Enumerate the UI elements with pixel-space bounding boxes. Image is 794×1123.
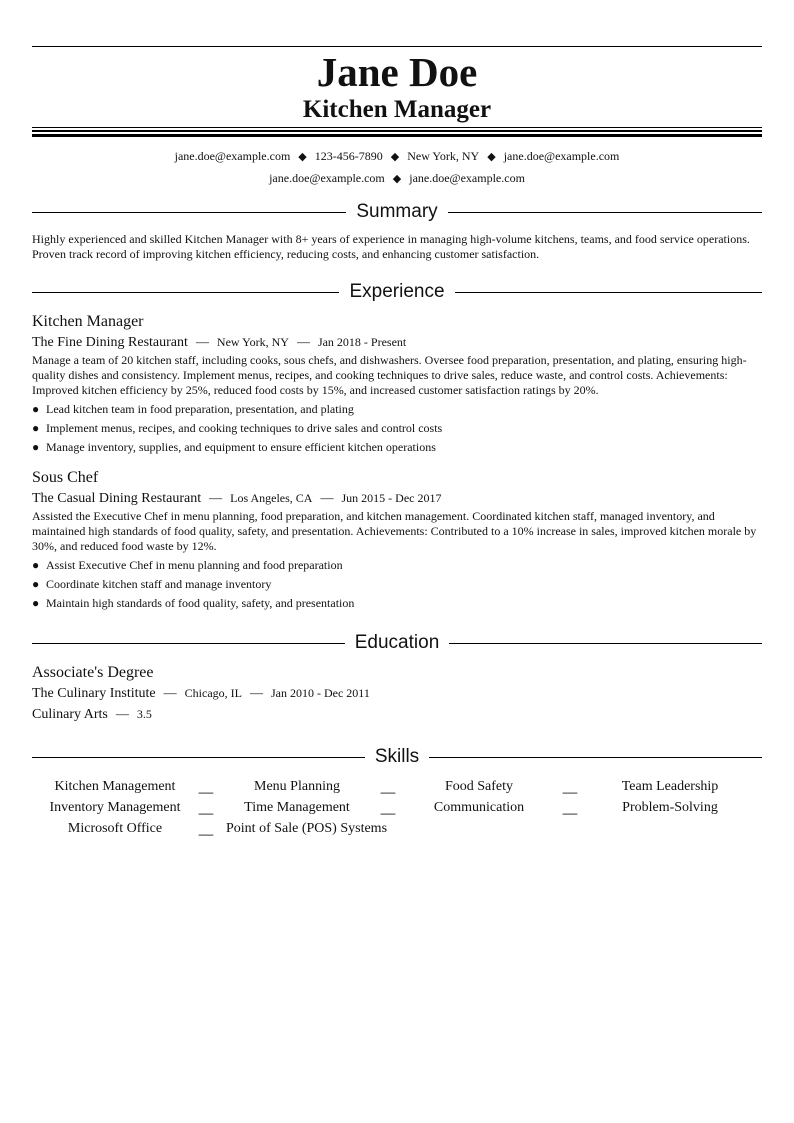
dash-separator: __ xyxy=(198,821,214,836)
job-title: Kitchen Manager xyxy=(32,313,144,330)
dash-separator: — xyxy=(209,490,223,505)
skill-item: Inventory Management xyxy=(49,800,181,815)
dash-separator: __ xyxy=(198,779,214,794)
job-entry xyxy=(32,312,762,457)
dash-separator: — xyxy=(296,334,310,349)
skill-item: Team Leadership xyxy=(621,779,719,794)
contact-row-2 xyxy=(32,168,762,190)
diamond-separator-icon: ◆ xyxy=(392,173,402,185)
field-line xyxy=(32,704,762,725)
summary-heading xyxy=(32,200,762,224)
bullet-icon: ● xyxy=(32,577,40,591)
contact-email[interactable]: jane.doe@example.com xyxy=(409,171,525,185)
education-entry xyxy=(32,663,762,725)
job-entry xyxy=(32,468,762,613)
skills-heading xyxy=(32,745,762,769)
dash-separator: — xyxy=(195,334,209,349)
job-description: Assisted the Executive Chef in menu planning, food preparation, and kitchen management. Coordinated kitchen staff, managed inventory, and maintained high standards of food quality, safety, and presentation. Achievements: Contributed to a 10% increase in sales, improved kitchen morale by 30%, and reduced food waste by 12%. xyxy=(32,509,757,553)
contact-row-1 xyxy=(32,146,762,168)
job-location: New York, NY xyxy=(216,335,289,349)
list-item: ● Coordinate kitchen staff and manage inventory xyxy=(32,575,762,594)
job-employer-line xyxy=(32,488,762,509)
contact-email[interactable]: jane.doe@example.com xyxy=(269,171,385,185)
skill-item: Time Management xyxy=(244,800,350,815)
contact-email[interactable]: jane.doe@example.com xyxy=(174,149,291,163)
dash-separator: __ xyxy=(562,800,578,815)
header-triple-rule xyxy=(32,127,762,137)
education-heading-label: Education xyxy=(354,632,440,653)
resume-page xyxy=(32,46,762,839)
contact-phone[interactable]: 123-456-7890 xyxy=(314,149,383,163)
job-dates: Jan 2018 - Present xyxy=(317,335,407,349)
dash-separator: __ xyxy=(562,779,578,794)
list-item: ● Assist Executive Chef in menu planning and food preparation xyxy=(32,556,762,575)
school-line xyxy=(32,683,762,704)
job-dates: Jun 2015 - Dec 2017 xyxy=(341,491,442,505)
bullet-icon: ● xyxy=(32,421,40,435)
skill-item: Food Safety xyxy=(444,779,514,794)
list-item: ● Implement menus, recipes, and cooking techniques to drive sales and control costs xyxy=(32,419,762,438)
skills-heading-label: Skills xyxy=(374,746,420,767)
skill-item: Point of Sale (POS) Systems xyxy=(226,821,388,836)
school-location: Chicago, IL xyxy=(184,686,242,700)
school-dates: Jan 2010 - Dec 2011 xyxy=(270,686,370,700)
diamond-separator-icon: ◆ xyxy=(390,151,400,163)
skills-grid xyxy=(32,777,762,839)
job-employer: The Fine Dining Restaurant xyxy=(32,335,188,350)
diamond-separator-icon: ◆ xyxy=(487,151,496,163)
contact-block xyxy=(32,146,762,190)
experience-heading xyxy=(32,280,762,304)
candidate-title: Kitchen Manager xyxy=(302,96,492,123)
dash-separator: — xyxy=(163,685,177,700)
summary-heading-label: Summary xyxy=(356,201,438,222)
skill-item: Communication xyxy=(433,800,525,815)
dash-separator: __ xyxy=(198,800,214,815)
skill-item: Problem-Solving xyxy=(622,800,718,815)
skill-item: Microsoft Office xyxy=(67,821,163,836)
list-item: ● Lead kitchen team in food preparation, presentation, and plating xyxy=(32,400,762,419)
job-employer: The Casual Dining Restaurant xyxy=(32,491,202,506)
bullet-icon: ● xyxy=(32,440,40,454)
degree-title: Associate's Degree xyxy=(32,664,154,681)
education-heading xyxy=(32,631,762,655)
experience-heading-label: Experience xyxy=(349,281,445,302)
dash-separator: — xyxy=(115,706,129,721)
contact-email[interactable]: jane.doe@example.com xyxy=(503,149,620,163)
dash-separator: — xyxy=(320,490,334,505)
bullet-icon: ● xyxy=(32,596,40,610)
list-item: ● Maintain high standards of food quality, safety, and presentation xyxy=(32,594,762,613)
list-item: ● Manage inventory, supplies, and equipment to ensure efficient kitchen operations xyxy=(32,438,762,457)
skill-item: Menu Planning xyxy=(254,779,340,794)
dash-separator: — xyxy=(249,685,263,700)
job-bullets xyxy=(32,400,762,457)
job-description: Manage a team of 20 kitchen staff, including cooks, sous chefs, and dishwashers. Oversee food preparation, presentation, and plating, ensuring high-quality dishes and consistency. Implement menus, recipes, and cooking techniques to drive sales, reduce waste, and control costs. Achievements: Improved kitchen efficiency by 25%, reduced food costs by 15%, and increased customer satisfaction ratings by 20%. xyxy=(32,353,747,397)
gpa-value: 3.5 xyxy=(136,707,152,721)
job-location: Los Angeles, CA xyxy=(230,491,313,505)
bullet-icon: ● xyxy=(32,402,40,416)
job-employer-line xyxy=(32,332,762,353)
summary-text: Highly experienced and skilled Kitchen Manager with 8+ years of experience in managing high-volume kitchens, teams, and food service operations. Proven track record of improving kitchen efficiency, reducing costs, and enhancing customer satisfaction. xyxy=(32,232,750,261)
candidate-name: Jane Doe xyxy=(316,49,478,95)
dash-separator: __ xyxy=(380,779,396,794)
contact-location: New York, NY xyxy=(407,149,480,163)
job-bullets xyxy=(32,556,762,613)
school-name: The Culinary Institute xyxy=(32,686,156,701)
bullet-icon: ● xyxy=(32,558,40,572)
diamond-separator-icon: ◆ xyxy=(298,151,307,163)
top-rule xyxy=(32,46,762,47)
skill-item: Kitchen Management xyxy=(54,779,176,794)
job-title: Sous Chef xyxy=(32,469,99,486)
field-of-study: Culinary Arts xyxy=(32,707,108,722)
dash-separator: __ xyxy=(380,800,396,815)
